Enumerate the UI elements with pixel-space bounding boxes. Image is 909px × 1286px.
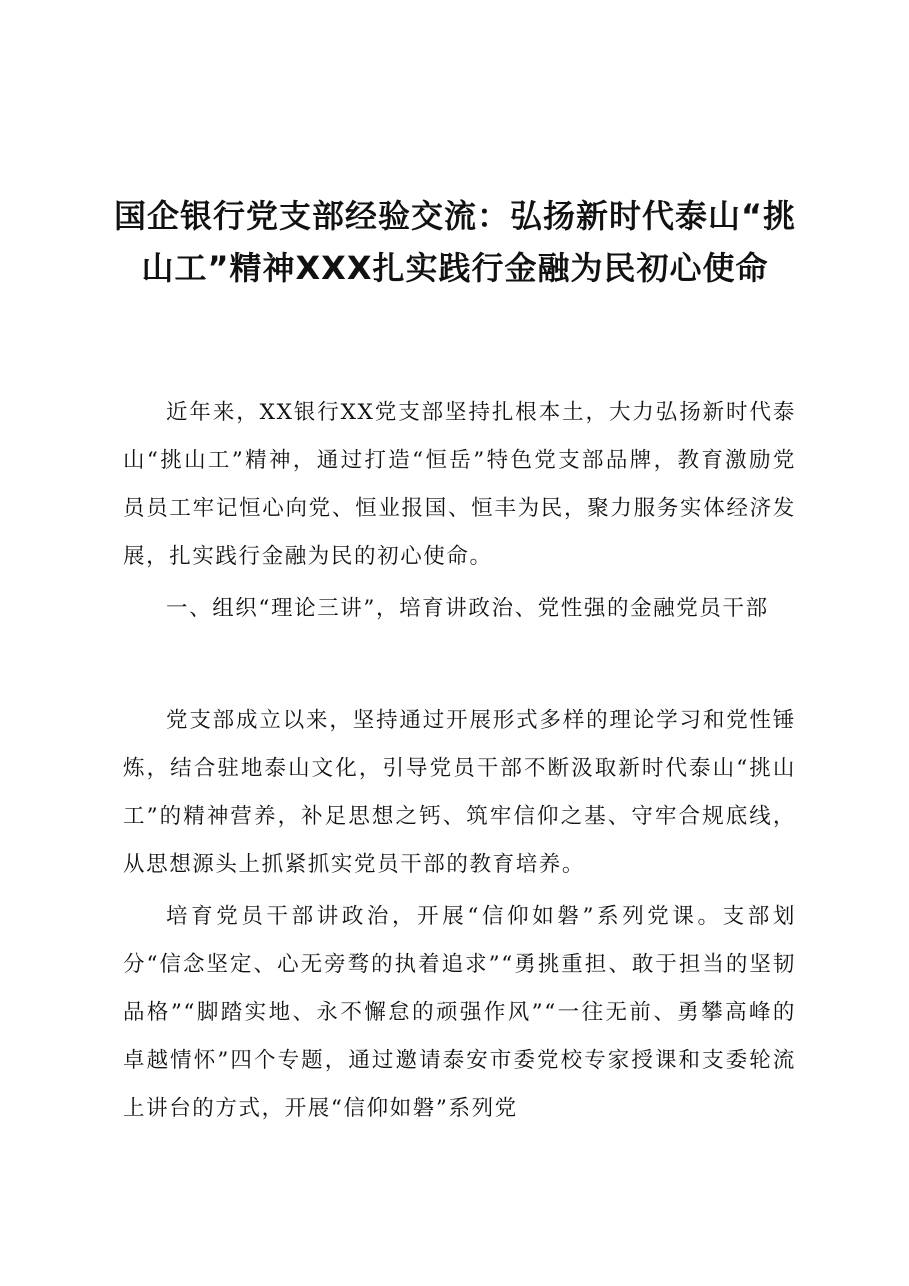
section-heading-1: 一、组织“理论三讲”，培育讲政治、党性强的金融党员干部 xyxy=(166,596,769,621)
paragraph-section-1: 党支部成立以来，坚持通过开展形式多样的理论学习和党性锤炼，结合驻地泰山文化，引导党员干部不断汲取新时代泰山“挑山工”的精神营养，补足思想之钙、筑牢信仰之基、守牢合规底线，从思想源头上抓紧抓实党员干部的教育培养。 xyxy=(123,708,796,877)
paragraph-intro: 近年来，XX银行XX党支部坚持扎根本土，大力弘扬新时代泰山“挑山工”精神，通过打造“恒岳”特色党支部品牌，教育激励党员员工牢记恒心向党、恒业报国、恒丰为民，聚力服务实体经济发展，扎实践行金融为民的初心使命。 xyxy=(123,400,796,569)
paragraph-party-lessons: 培育党员干部讲政治，开展“信仰如磐”系列党课。支部划分“信念坚定、心无旁骛的执着追求”“勇挑重担、敢于担当的坚韧品格”“脚踏实地、永不懈怠的顽强作风”“一往无前、勇攀高峰的卓越情怀”四个专题，通过邀请泰安市委党校专家授课和支委轮流上讲台的方式，开展“信仰如磐”系列党 xyxy=(123,904,796,1121)
document-title: 国企银行党支部经验交流：弘扬新时代泰山“挑山工”精神XXX扎实践行金融为民初心使命 xyxy=(113,197,797,287)
